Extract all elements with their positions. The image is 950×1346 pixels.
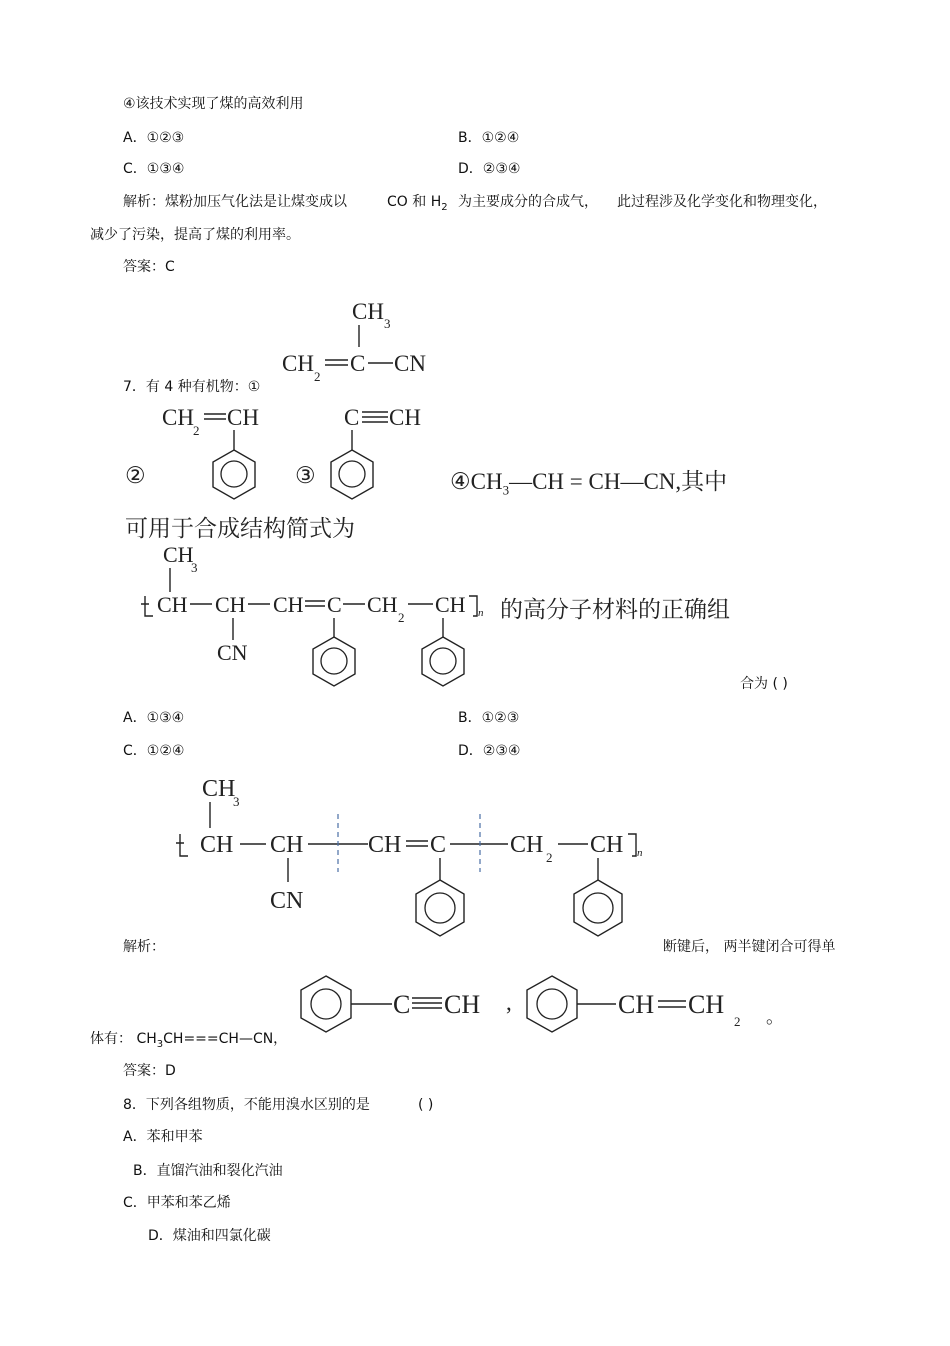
svg-text:CH: CH — [368, 832, 402, 858]
svg-text:CH: CH — [510, 832, 544, 858]
svg-text:CH: CH — [215, 592, 246, 617]
benzene-ring-circle — [321, 648, 347, 674]
molecule-1-methacrylonitrile — [280, 295, 440, 385]
q7-analysis-text: 断键后， 两半键闭合可得单 — [663, 939, 836, 955]
svg-text:CH: CH — [227, 405, 259, 430]
q7-answer: 答案：D — [123, 1063, 176, 1079]
benzene-ring-circle — [339, 461, 365, 487]
svg-text:CH: CH — [157, 592, 188, 617]
svg-text:C: C — [350, 351, 366, 376]
q7-label-3: ③ — [295, 463, 316, 488]
svg-text:CH: CH — [200, 832, 234, 858]
q7-stem-line4: 合为 ( ) — [740, 676, 788, 692]
benzene-ring — [416, 880, 464, 936]
svg-text:CN: CN — [217, 640, 248, 665]
svg-text:3: 3 — [191, 560, 198, 575]
q8-option-a: A．苯和甲苯 — [123, 1129, 203, 1145]
q7-stem-line2: 可用于合成结构简式为 — [125, 516, 355, 541]
target-polymer-structure — [135, 540, 495, 690]
q7-option-a: A．①③④ — [123, 710, 185, 726]
benzene-ring — [213, 450, 255, 499]
q6-item-4: ④该技术实现了煤的高效利用 — [123, 96, 304, 112]
svg-text:CH: CH — [367, 592, 398, 617]
q7-option-d: D．②③④ — [458, 743, 521, 759]
q8-option-d: D．煤油和四氯化碳 — [148, 1228, 271, 1244]
q7-label-2: ② — [125, 463, 146, 488]
q7-option-b: B．①②③ — [458, 710, 520, 726]
q7-monomer-list: 体有： $CH_3CH===CH—CN$， — [90, 1031, 288, 1050]
comma-separator: , — [506, 990, 512, 1015]
svg-text:3: 3 — [384, 316, 391, 331]
q6-analysis-part3: 为主要成分的合成气， — [458, 194, 598, 210]
q6-option-c: C．①③④ — [123, 161, 185, 177]
svg-text:3: 3 — [233, 794, 240, 809]
svg-text:CH: CH — [273, 592, 304, 617]
benzene-ring — [574, 880, 622, 936]
benzene-ring-circle — [425, 893, 455, 923]
svg-text:CN: CN — [270, 888, 304, 914]
svg-text:2: 2 — [314, 369, 321, 384]
benzene-ring — [331, 450, 373, 499]
benzene-ring-circle — [583, 893, 613, 923]
svg-text:CH: CH — [688, 990, 725, 1019]
benzene-ring-circle — [311, 989, 341, 1019]
monomer-styrene — [520, 972, 760, 1042]
svg-text:CH: CH — [352, 299, 384, 324]
benzene-ring-circle — [221, 461, 247, 487]
q7-stem-line3: 的高分子材料的正确组 — [500, 597, 730, 622]
svg-text:CH: CH — [163, 542, 194, 567]
q6-analysis-part4: 此过程涉及化学变化和物理变化， — [617, 194, 827, 210]
q8-answer-paren: ( ) — [418, 1097, 434, 1113]
svg-text:n: n — [637, 847, 643, 859]
svg-text:CH: CH — [618, 990, 655, 1019]
benzene-ring-circle — [430, 648, 456, 674]
molecule-2-styrene — [160, 402, 280, 502]
q6-analysis-part2: CO 和 $H_2$ — [387, 194, 448, 213]
benzene-ring — [527, 976, 577, 1032]
svg-text:CH: CH — [389, 405, 421, 430]
q8-stem: 8．下列各组物质，不能用溴水区别的是 — [123, 1097, 370, 1113]
svg-text:CH: CH — [270, 832, 304, 858]
svg-text:CH: CH — [435, 592, 466, 617]
svg-text:CH: CH — [282, 351, 314, 376]
q6-answer: 答案：C — [123, 259, 175, 275]
svg-text:2: 2 — [546, 850, 553, 865]
q7-option-c: C．①②④ — [123, 743, 185, 759]
svg-text:2: 2 — [398, 610, 405, 625]
q6-option-a: A．①②③ — [123, 130, 185, 146]
q8-option-b: B．直馏汽油和裂化汽油 — [133, 1163, 283, 1179]
q6-option-b: B．①②④ — [458, 130, 520, 146]
svg-text:C: C — [393, 990, 411, 1019]
benzene-ring — [301, 976, 351, 1032]
svg-text:CH: CH — [162, 405, 194, 430]
q7-stem: 7．有 4 种有机物：① — [123, 379, 261, 395]
svg-text:C: C — [430, 832, 447, 858]
svg-text:CH: CH — [590, 832, 624, 858]
polymer-bond-break-diagram — [170, 770, 670, 945]
svg-text:CN: CN — [394, 351, 426, 376]
q6-analysis-line2: 减少了污染，提高了煤的利用率。 — [90, 227, 300, 243]
monomer-phenylacetylene — [298, 972, 498, 1042]
q7-analysis-label: 解析： — [123, 939, 165, 955]
q6-option-d: D．②③④ — [458, 161, 521, 177]
svg-text:CH: CH — [202, 776, 236, 802]
benzene-ring — [422, 637, 464, 686]
svg-text:CH: CH — [444, 990, 481, 1019]
sentence-period: 。 — [766, 1007, 784, 1027]
molecule-3-phenylacetylene — [328, 402, 438, 502]
svg-text:2: 2 — [193, 423, 200, 438]
svg-text:n: n — [478, 607, 484, 619]
svg-text:C: C — [327, 592, 342, 617]
q6-analysis-part1: 解析：煤粉加压气化法是让煤变成以 — [123, 194, 347, 210]
q8-option-c: C．甲苯和苯乙烯 — [123, 1195, 231, 1211]
svg-text:C: C — [344, 405, 360, 430]
svg-text:2: 2 — [734, 1014, 741, 1029]
benzene-ring — [313, 637, 355, 686]
benzene-ring-circle — [537, 989, 567, 1019]
q7-molecule-4: $④CH_3—CH$ = CH—CN,其中 — [450, 469, 728, 498]
